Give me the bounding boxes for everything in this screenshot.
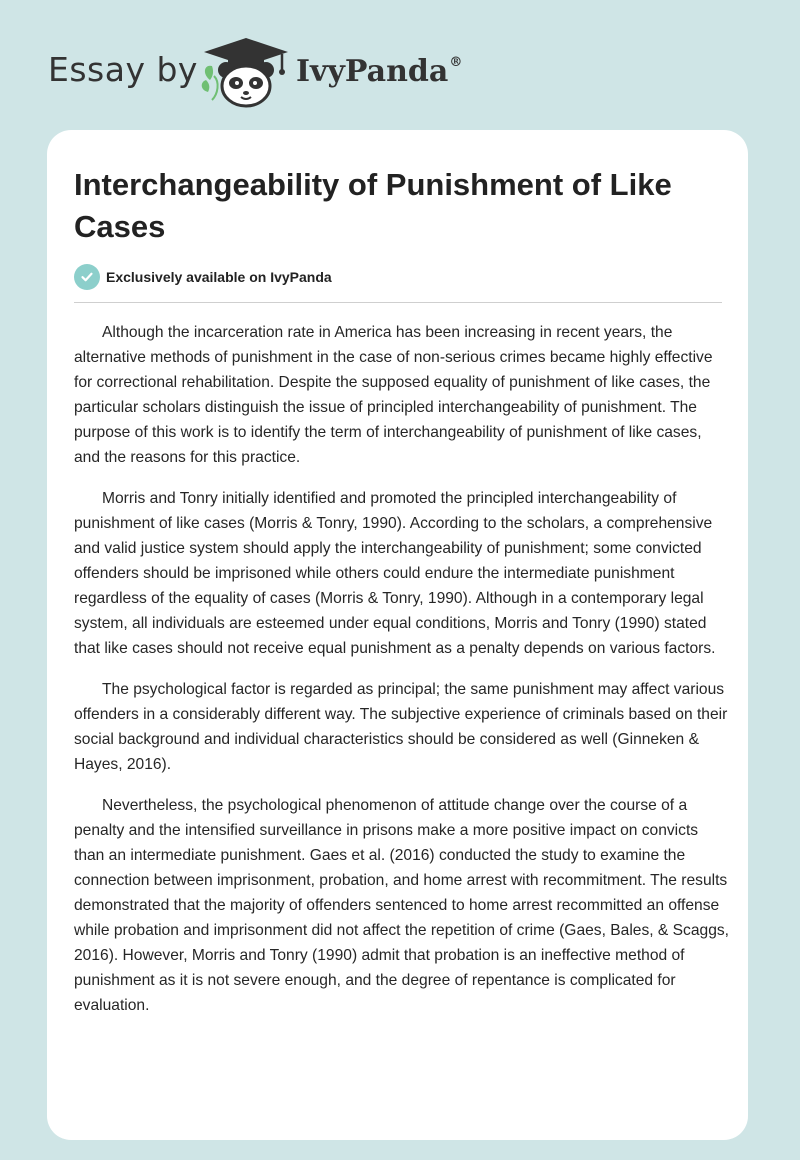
registered-mark: ® bbox=[449, 55, 463, 70]
paragraph: The psychological factor is regarded as principal; the same punishment may affect various offenders in a considerably different way. The subjective experience of criminals based on their social background and individual characteristics should be considered as well (Ginneken & Hayes, 2016). bbox=[74, 681, 728, 773]
essay-body bbox=[74, 320, 729, 1034]
paragraph: Although the incarceration rate in America has been increasing in recent years, the alternative methods of punishment in the case of non-serious crimes became highly effective for correctional rehabilitation. Despite the supposed equality of punishment of like cases, the particular scholars distinguish the issue of principled interchangeability of punishment. The purpose of this work is to identify the term of interchangeability of punishment of like cases, and the reasons for this practice. bbox=[74, 324, 713, 466]
panda-graduate-icon bbox=[200, 36, 292, 108]
essay-by-label: Essay by bbox=[48, 50, 198, 89]
essay-title: Interchangeability of Punishment of Like Cases bbox=[74, 167, 672, 244]
paragraph: Nevertheless, the psychological phenomenon of attitude change over the course of a penalty and the intensified surveillance in prisons make a more positive impact on convicts than an intermediate punishment. Gaes et al. (2016) conducted the study to examine the connection between imprisonment, probation, and home arrest with recommitment. The results demonstrated that the majority of offenders sentenced to home arrest recommitted an offense while probation and imprisonment did not affect the repetition of crime (Gaes, Bales, & Scaggs, 2016). However, Morris and Tonry (1990) admit that probation is an ineffective method of punishment as it is not severe enough, and the degree of repentance is complicated for evaluation. bbox=[74, 797, 729, 1014]
check-icon bbox=[74, 264, 100, 290]
paragraph: Morris and Tonry initially identified and promoted the principled interchangeability of punishment of like cases (Morris & Tonry, 1990). According to the scholars, a comprehensive and valid justice system should apply the interchangeability of punishment; some convicted offenders should be imprisoned while others could endure the intermediate punishment regardless of the equality of cases (Morris & Tonry, 1990). Although in a contemporary legal system, all individuals are esteemed under equal conditions, Morris and Tonry (1990) stated that like cases should not receive equal punishment as a penalty depends on various factors. bbox=[74, 490, 716, 657]
exclusive-badge bbox=[74, 264, 332, 290]
exclusive-badge-label: Exclusively available on IvyPanda bbox=[106, 269, 332, 285]
brand-name[interactable] bbox=[296, 54, 462, 89]
site-header bbox=[0, 0, 800, 128]
essay-card bbox=[47, 130, 748, 1140]
brand-name-text: IvyPanda bbox=[296, 54, 449, 89]
divider bbox=[74, 302, 722, 303]
